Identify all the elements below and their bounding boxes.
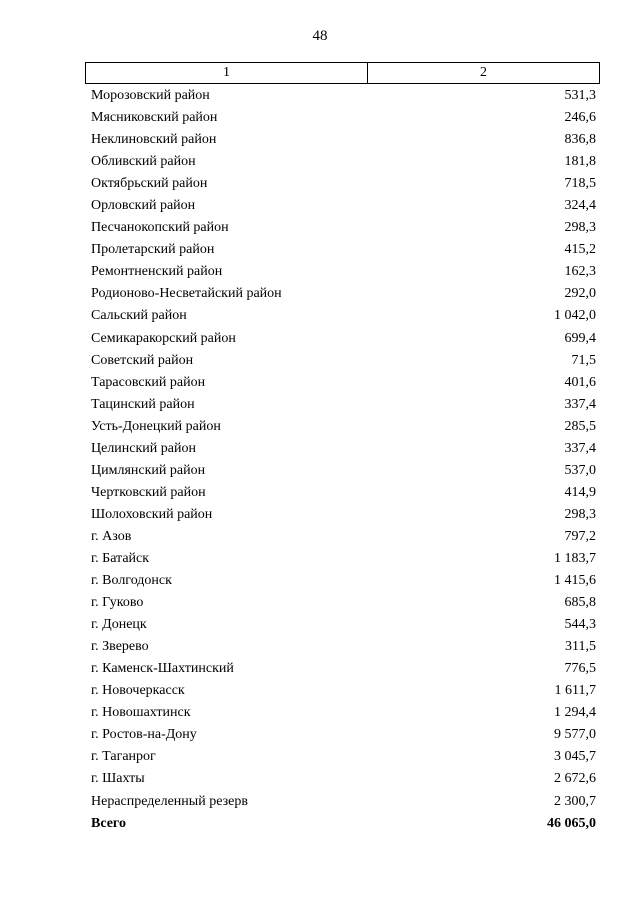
page-number: 48 bbox=[312, 28, 328, 44]
total-value: 46 065,0 bbox=[547, 815, 596, 831]
table-row bbox=[91, 85, 596, 107]
row-value: 71,5 bbox=[571, 352, 596, 368]
table-row bbox=[91, 350, 596, 372]
table-row bbox=[91, 239, 596, 261]
row-name: Морозовский район bbox=[91, 88, 210, 104]
row-value: 718,5 bbox=[564, 176, 596, 192]
table-row bbox=[91, 438, 596, 460]
row-value: 337,4 bbox=[564, 440, 596, 456]
row-value: 246,6 bbox=[564, 110, 596, 126]
row-name: Цимлянский район bbox=[91, 462, 206, 478]
row-value: 836,8 bbox=[564, 132, 596, 148]
row-value: 699,4 bbox=[564, 330, 596, 346]
row-value: 531,3 bbox=[564, 88, 596, 104]
table-row bbox=[91, 702, 596, 724]
table-row bbox=[91, 151, 596, 173]
row-value: 1 611,7 bbox=[554, 683, 596, 699]
table-row bbox=[91, 305, 596, 327]
row-name: г. Таганрог bbox=[91, 749, 156, 765]
row-value: 537,0 bbox=[564, 462, 596, 478]
row-value: 298,3 bbox=[564, 506, 596, 522]
table-row bbox=[91, 724, 596, 746]
table-row bbox=[91, 195, 596, 217]
row-name: Нераспределенный резерв bbox=[91, 793, 248, 809]
table-row bbox=[91, 592, 596, 614]
row-name: г. Батайск bbox=[91, 551, 150, 566]
row-name: Усть-Донецкий район bbox=[91, 418, 221, 434]
table-row bbox=[91, 328, 596, 350]
row-value: 337,4 bbox=[564, 396, 596, 412]
row-name: Орловский район bbox=[91, 198, 196, 214]
row-name: Целинский район bbox=[91, 440, 196, 456]
row-value: 1 294,4 bbox=[554, 705, 596, 721]
row-name: г. Новошахтинск bbox=[91, 705, 191, 721]
row-value: 324,4 bbox=[564, 198, 596, 214]
row-value: 2 672,6 bbox=[554, 771, 596, 787]
table-row bbox=[91, 372, 596, 394]
row-value: 415,2 bbox=[564, 242, 596, 258]
row-value: 401,6 bbox=[564, 374, 596, 390]
row-value: 685,8 bbox=[564, 595, 596, 611]
row-name: г. Каменск-Шахтинский bbox=[91, 661, 234, 677]
row-value: 162,3 bbox=[564, 264, 596, 280]
row-value: 298,3 bbox=[564, 220, 596, 236]
row-value: 311,5 bbox=[565, 639, 596, 655]
row-name: г. Волгодонск bbox=[91, 573, 172, 589]
row-value: 776,5 bbox=[564, 661, 596, 677]
table-row bbox=[91, 570, 596, 592]
row-name: г. Донецк bbox=[91, 617, 147, 633]
table-header bbox=[85, 62, 600, 84]
column-header-1: 1 bbox=[86, 63, 368, 83]
row-value: 544,3 bbox=[564, 617, 596, 633]
column-header-2: 2 bbox=[480, 65, 487, 80]
table-row bbox=[91, 746, 596, 768]
table-row bbox=[91, 548, 596, 570]
table-row bbox=[91, 107, 596, 129]
row-value: 1 415,6 bbox=[554, 573, 596, 589]
table-row bbox=[91, 460, 596, 482]
row-name: Родионово-Несветайский район bbox=[91, 286, 282, 302]
row-value: 292,0 bbox=[564, 286, 596, 302]
table-row bbox=[91, 416, 596, 438]
row-name: Мясниковский район bbox=[91, 110, 218, 126]
row-name: Пролетарский район bbox=[91, 242, 215, 258]
row-value: 285,5 bbox=[564, 418, 596, 434]
row-name: Неклиновский район bbox=[91, 132, 217, 148]
table-row bbox=[91, 791, 596, 813]
total-label: Всего bbox=[91, 815, 126, 831]
table-row bbox=[91, 394, 596, 416]
row-value: 797,2 bbox=[564, 528, 596, 544]
row-name: г. Азов bbox=[91, 528, 132, 544]
row-value: 414,9 bbox=[564, 484, 596, 500]
table-row bbox=[91, 129, 596, 151]
table-row bbox=[91, 636, 596, 658]
row-name: г. Гуково bbox=[91, 595, 144, 611]
row-value: 1 042,0 bbox=[554, 308, 596, 324]
row-value: 9 577,0 bbox=[554, 727, 596, 743]
row-value: 2 300,7 bbox=[554, 793, 596, 809]
total-row bbox=[91, 813, 596, 835]
row-value: 3 045,7 bbox=[554, 749, 596, 765]
row-name: Тацинский район bbox=[91, 396, 195, 412]
row-name: Обливский район bbox=[91, 154, 196, 170]
table-row bbox=[91, 526, 596, 548]
table-row bbox=[91, 173, 596, 195]
table-row bbox=[91, 768, 596, 790]
table-row bbox=[91, 658, 596, 680]
row-name: г. Шахты bbox=[91, 771, 145, 787]
table-row bbox=[91, 261, 596, 283]
table-body bbox=[91, 85, 596, 835]
row-value: 181,8 bbox=[564, 154, 596, 170]
row-name: Песчанокопский район bbox=[91, 220, 229, 236]
row-name: Чертковский район bbox=[91, 484, 206, 500]
table-row bbox=[91, 482, 596, 504]
row-value: 1 183,7 bbox=[554, 551, 596, 566]
row-name: Шолоховский район bbox=[91, 506, 213, 522]
row-name: Советский район bbox=[91, 352, 194, 368]
table-row bbox=[91, 283, 596, 305]
table-row bbox=[91, 217, 596, 239]
row-name: Тарасовский район bbox=[91, 374, 206, 390]
row-name: Ремонтненский район bbox=[91, 264, 223, 280]
row-name: Сальский район bbox=[91, 308, 187, 324]
table-row bbox=[91, 680, 596, 702]
row-name: Семикаракорский район bbox=[91, 330, 236, 346]
table-row bbox=[91, 614, 596, 636]
row-name: г. Зверево bbox=[91, 639, 149, 655]
row-name: г. Новочеркасск bbox=[91, 683, 185, 699]
row-name: г. Ростов-на-Дону bbox=[91, 727, 197, 743]
table-row bbox=[91, 504, 596, 526]
row-name: Октябрьский район bbox=[91, 176, 208, 192]
